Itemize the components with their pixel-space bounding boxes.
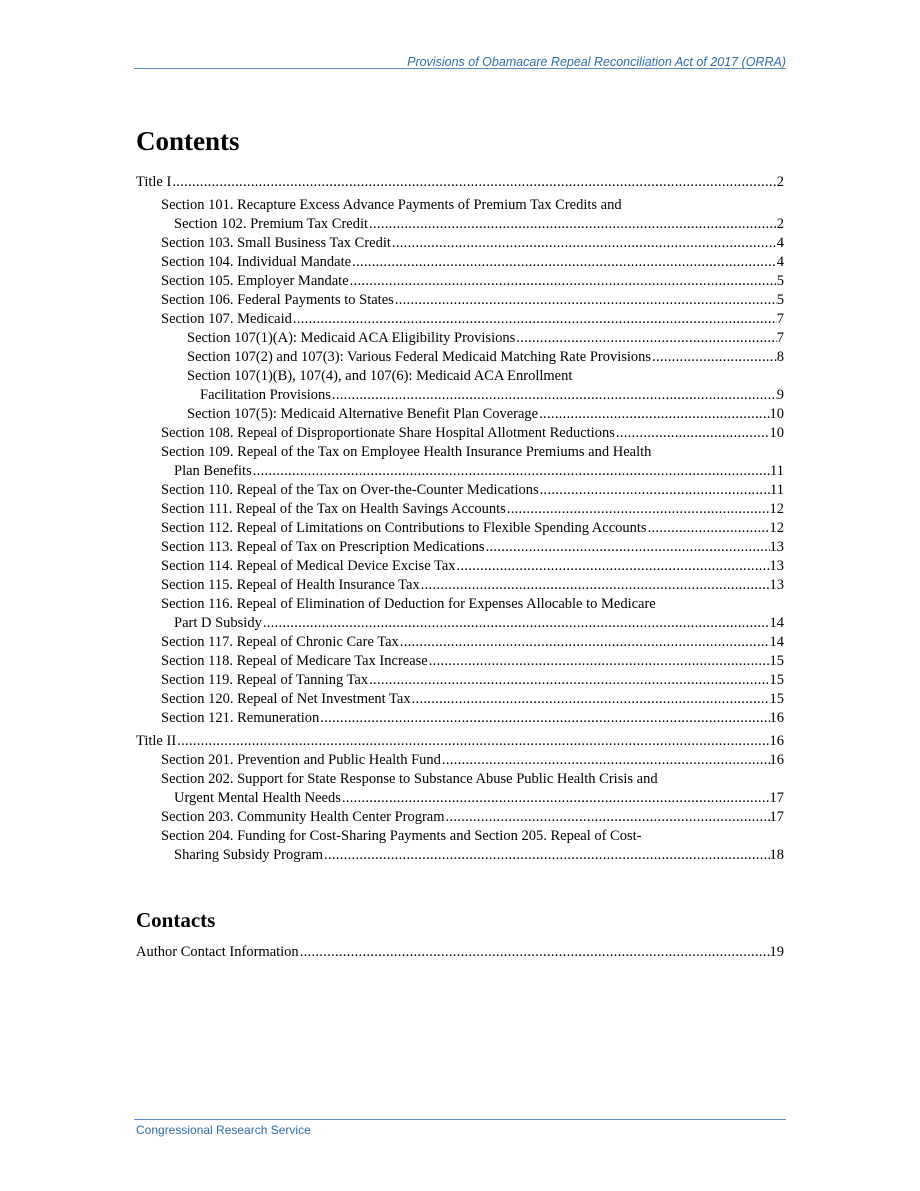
toc-entry-title[interactable]: Section 119. Repeal of Tanning Tax — [161, 672, 369, 688]
toc-page-number[interactable]: 4 — [776, 235, 784, 251]
toc-page-number[interactable]: 5 — [776, 292, 784, 308]
dot-leader — [332, 386, 777, 405]
footer-text: Congressional Research Service — [136, 1123, 311, 1137]
toc-page-number[interactable]: 14 — [769, 615, 784, 631]
dot-leader — [421, 576, 770, 595]
toc-page-number[interactable]: 11 — [770, 463, 784, 479]
toc-page-number[interactable]: 12 — [769, 501, 784, 517]
dot-leader — [369, 671, 769, 690]
toc-entry-title[interactable]: Section 107(1)(A): Medicaid ACA Eligibility Provisions — [187, 330, 516, 346]
toc-page-number[interactable]: 18 — [769, 847, 784, 863]
contacts-heading: Contacts — [136, 908, 216, 932]
dot-leader — [400, 633, 770, 652]
toc-entry-title[interactable]: Title II — [136, 733, 177, 749]
contents-heading: Contents — [136, 126, 240, 156]
toc-section-entry[interactable] — [136, 557, 784, 576]
toc-entry-row — [161, 633, 784, 652]
toc-page-number[interactable]: 16 — [769, 710, 784, 726]
toc-entry-line: Section 109. Repeal of the Tax on Employee Health Insurance Premiums and Health — [161, 444, 652, 460]
toc-entry-title[interactable]: Section 111. Repeal of the Tax on Health Savings Accounts — [161, 501, 506, 517]
toc-entry-title[interactable]: Plan Benefits — [174, 463, 252, 479]
dot-leader — [392, 234, 777, 253]
toc-page-number[interactable]: 7 — [776, 311, 784, 327]
toc-entry-title[interactable]: Section 114. Repeal of Medical Device Excise Tax — [161, 558, 456, 574]
toc-page-number[interactable]: 17 — [769, 809, 784, 825]
dot-leader — [540, 481, 770, 500]
toc-entry-title[interactable]: Section 108. Repeal of Disproportionate Share Hospital Allotment Reductions — [161, 425, 615, 441]
dot-leader — [457, 557, 770, 576]
toc-page-number[interactable]: 15 — [769, 691, 784, 707]
toc-section-entry[interactable] — [136, 196, 784, 234]
dot-leader — [616, 424, 770, 443]
toc-page-number[interactable]: 16 — [769, 752, 784, 768]
toc-entry-title[interactable]: Section 121. Remuneration — [161, 710, 320, 726]
toc-section-entry[interactable] — [136, 751, 784, 770]
dot-leader — [507, 500, 770, 519]
toc-entry-row — [187, 405, 784, 424]
toc-page-number[interactable]: 14 — [769, 634, 784, 650]
toc-entry-continuation — [161, 846, 784, 865]
toc-entry-continuation — [161, 614, 784, 633]
toc-entry-row — [161, 253, 784, 272]
dot-leader — [412, 690, 770, 709]
toc-entry-title[interactable]: Section 110. Repeal of the Tax on Over-the-Counter Medications — [161, 482, 539, 498]
toc-page-number[interactable]: 10 — [769, 425, 784, 441]
toc-page-number[interactable]: 2 — [776, 216, 784, 232]
toc-entry-title[interactable]: Section 113. Repeal of Tax on Prescription Medications — [161, 539, 485, 555]
toc-title-entry[interactable] — [136, 732, 784, 751]
toc-section-entry[interactable] — [136, 234, 784, 253]
toc-section-entry[interactable] — [136, 348, 784, 367]
toc-section-entry[interactable] — [136, 272, 784, 291]
toc-section-entry[interactable] — [136, 652, 784, 671]
dot-leader — [253, 462, 770, 481]
toc-entry-row — [161, 671, 784, 690]
toc-section-entry[interactable] — [136, 770, 784, 808]
toc-entry-row — [174, 215, 784, 234]
contacts-list — [136, 943, 784, 962]
toc-section-entry[interactable] — [136, 633, 784, 652]
toc-entry-title[interactable]: Section 103. Small Business Tax Credit — [161, 235, 391, 251]
dot-leader — [539, 405, 769, 424]
toc-entry-title[interactable]: Section 107. Medicaid — [161, 311, 292, 327]
dot-leader — [652, 348, 777, 367]
dot-leader — [177, 732, 769, 751]
toc-entry-continuation — [161, 215, 784, 234]
toc-entry-row — [161, 690, 784, 709]
toc-entry-row — [161, 709, 784, 728]
toc-entry-title[interactable]: Part D Subsidy — [174, 615, 262, 631]
toc-page-number[interactable]: 9 — [776, 387, 784, 403]
dot-leader — [300, 943, 770, 962]
toc-page-number[interactable]: 7 — [776, 330, 784, 346]
toc-page-number[interactable]: 2 — [776, 174, 784, 190]
toc-section-entry[interactable] — [136, 595, 784, 633]
toc-entry-row — [200, 386, 784, 405]
toc-section-entry[interactable] — [136, 367, 784, 405]
toc-section-entry[interactable] — [136, 827, 784, 865]
toc-page-number[interactable]: 13 — [769, 558, 784, 574]
dot-leader — [324, 846, 769, 865]
contact-entry[interactable] — [136, 943, 784, 962]
toc-section-entry[interactable] — [136, 481, 784, 500]
toc-entry-row — [161, 519, 784, 538]
toc-page-number[interactable]: 5 — [776, 273, 784, 289]
toc-entry-row — [161, 272, 784, 291]
header-rule — [134, 68, 786, 69]
toc-entry-row — [174, 462, 784, 481]
toc-entry-title[interactable]: Section 115. Repeal of Health Insurance Tax — [161, 577, 420, 593]
dot-leader — [516, 329, 777, 348]
toc-entry-line: Section 107(1)(B), 107(4), and 107(6): Medicaid ACA Enrollment — [187, 368, 573, 384]
toc-entry-title[interactable]: Sharing Subsidy Program — [174, 847, 324, 863]
toc-entry-title[interactable]: Title I — [136, 174, 172, 190]
dot-leader — [320, 709, 769, 728]
toc-entry-continuation — [161, 789, 784, 808]
toc-entry-title[interactable]: Section 118. Repeal of Medicare Tax Increase — [161, 653, 428, 669]
table-of-contents — [136, 173, 784, 865]
toc-entry-title[interactable]: Section 104. Individual Mandate — [161, 254, 352, 270]
toc-entry-title[interactable]: Section 201. Prevention and Public Health Fund — [161, 752, 441, 768]
toc-section-entry[interactable] — [136, 443, 784, 481]
toc-entry-row — [161, 751, 784, 770]
toc-page-number[interactable]: 17 — [769, 790, 784, 806]
running-header-title: Provisions of Obamacare Repeal Reconciliation Act of 2017 (ORRA) — [407, 55, 786, 69]
toc-entry-title[interactable]: Section 106. Federal Payments to States — [161, 292, 394, 308]
toc-section-entry[interactable] — [136, 519, 784, 538]
dot-leader — [352, 253, 777, 272]
toc-section-entry[interactable] — [136, 709, 784, 728]
toc-entry-row — [161, 808, 784, 827]
footer-rule — [134, 1119, 786, 1120]
toc-entry-row — [161, 310, 784, 329]
toc-section-entry[interactable] — [136, 538, 784, 557]
toc-section-entry[interactable] — [136, 253, 784, 272]
toc-entry-title[interactable]: Facilitation Provisions — [200, 387, 331, 403]
toc-entry-title[interactable]: Section 105. Employer Mandate — [161, 273, 349, 289]
toc-entry-row — [161, 234, 784, 253]
toc-entry-row — [187, 329, 784, 348]
toc-section-entry[interactable] — [136, 576, 784, 595]
toc-entry-row — [174, 614, 784, 633]
toc-page-number[interactable]: 4 — [776, 254, 784, 270]
toc-entry-row — [161, 576, 784, 595]
dot-leader — [350, 272, 777, 291]
toc-page-number[interactable]: 15 — [769, 672, 784, 688]
toc-section-entry[interactable] — [136, 291, 784, 310]
toc-page-number[interactable]: 8 — [776, 349, 784, 365]
toc-section-entry[interactable] — [136, 405, 784, 424]
dot-leader — [293, 310, 777, 329]
toc-entry-line: Section 101. Recapture Excess Advance Payments of Premium Tax Credits and — [161, 197, 622, 213]
toc-entry-line: Section 204. Funding for Cost-Sharing Payments and Section 205. Repeal of Cost- — [161, 828, 642, 844]
toc-entry-row — [161, 557, 784, 576]
toc-entry-row — [161, 481, 784, 500]
toc-entry-row — [187, 348, 784, 367]
toc-page-number[interactable]: 11 — [770, 482, 784, 498]
dot-leader — [395, 291, 777, 310]
toc-page-number[interactable]: 13 — [769, 539, 784, 555]
toc-section-entry[interactable] — [136, 500, 784, 519]
toc-section-entry[interactable] — [136, 690, 784, 709]
dot-leader — [442, 751, 770, 770]
toc-page-number[interactable]: 19 — [769, 944, 784, 960]
dot-leader — [648, 519, 770, 538]
dot-leader — [429, 652, 770, 671]
toc-entry-title[interactable]: Section 112. Repeal of Limitations on Contributions to Flexible Spending Accounts — [161, 520, 647, 536]
toc-entry-row — [161, 652, 784, 671]
toc-entry-line: Section 116. Repeal of Elimination of Deduction for Expenses Allocable to Medicare — [161, 596, 656, 612]
toc-entry-title[interactable]: Section 120. Repeal of Net Investment Tax — [161, 691, 411, 707]
toc-entry-row — [136, 943, 784, 962]
toc-section-entry[interactable] — [136, 424, 784, 443]
toc-entry-row — [161, 424, 784, 443]
dot-leader — [263, 614, 770, 633]
toc-entry-title[interactable]: Author Contact Information — [136, 944, 299, 960]
toc-entry-continuation — [187, 386, 784, 405]
toc-entry-row — [161, 538, 784, 557]
toc-page-number[interactable]: 16 — [769, 733, 784, 749]
toc-entry-row — [161, 500, 784, 519]
toc-page-number[interactable]: 13 — [769, 577, 784, 593]
toc-entry-title[interactable]: Section 107(2) and 107(3): Various Federal Medicaid Matching Rate Provisions — [187, 349, 652, 365]
dot-leader — [446, 808, 770, 827]
toc-page-number[interactable]: 10 — [769, 406, 784, 422]
toc-entry-row — [174, 846, 784, 865]
toc-section-entry[interactable] — [136, 671, 784, 690]
toc-entry-line: Section 202. Support for State Response to Substance Abuse Public Health Crisis and — [161, 771, 658, 787]
toc-entry-continuation — [161, 462, 784, 481]
toc-entry-row — [174, 789, 784, 808]
toc-page-number[interactable]: 15 — [769, 653, 784, 669]
dot-leader — [342, 789, 770, 808]
toc-section-entry[interactable] — [136, 808, 784, 827]
toc-entry-title[interactable]: Section 117. Repeal of Chronic Care Tax — [161, 634, 399, 650]
toc-entry-row — [136, 732, 784, 751]
dot-leader — [486, 538, 770, 557]
dot-leader — [172, 173, 776, 192]
toc-entry-title[interactable]: Section 107(5): Medicaid Alternative Benefit Plan Coverage — [187, 406, 539, 422]
toc-entry-title[interactable]: Urgent Mental Health Needs — [174, 790, 341, 806]
toc-entry-row — [161, 291, 784, 310]
toc-title-entry[interactable] — [136, 173, 784, 192]
toc-section-entry[interactable] — [136, 329, 784, 348]
toc-entry-title[interactable]: Section 203. Community Health Center Program — [161, 809, 445, 825]
toc-section-entry[interactable] — [136, 310, 784, 329]
toc-entry-row — [136, 173, 784, 192]
dot-leader — [369, 215, 777, 234]
toc-page-number[interactable]: 12 — [769, 520, 784, 536]
toc-entry-title[interactable]: Section 102. Premium Tax Credit — [174, 216, 369, 232]
